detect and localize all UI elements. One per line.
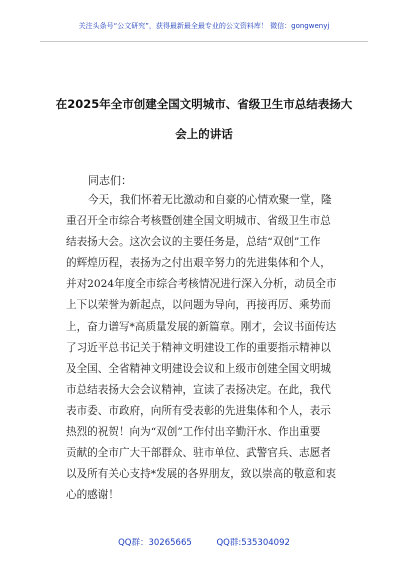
body-line: 今天，我们怀着无比激动和自豪的心情欢聚一堂，隆	[88, 194, 332, 206]
header-divider	[40, 41, 368, 42]
footer-qq-group-2: QQ群:535304092	[216, 538, 290, 548]
body-line: 及全国、全省精神文明建设会议和上级市创建全国文明城	[66, 362, 331, 375]
body-line: 表市委、市政府，向所有受表彰的先进集体和个人，表示	[66, 404, 331, 417]
body-line: 热烈的祝贺！向为“双创”工作付出辛勤汗水、作出重要	[66, 426, 321, 439]
body-line: 的辉煌历程，表扬为之付出艰辛努力的先进集体和个人，	[66, 257, 331, 270]
document-title-line-1: 在2025年全市创建全国文明城市、省级卫生市总结表扬大	[55, 97, 353, 111]
body-line: 上，奋力谱写*高质量发展的新篇章。刚才，会议书面传达	[66, 320, 337, 333]
header-notice: 关注头条号“公文研究”，获得最新最全最专业的公文资料库！ 微信：gongwenyj	[78, 22, 330, 30]
body-line: 心的感谢！	[66, 489, 119, 502]
body-line: 了习近平总书记关于精神文明建设工作的重要指示精神以	[66, 341, 331, 354]
speech-body	[66, 190, 346, 506]
body-line: 结表扬大会。这次会议的主要任务是，总结“双创”工作	[66, 236, 321, 249]
salutation: 同志们：	[88, 174, 132, 187]
footer-qq-group-1: QQ群：30265665	[118, 538, 192, 548]
document-title-line-2: 会上的讲话	[175, 127, 233, 141]
body-line: 以及所有关心支持*发展的各界朋友，致以崇高的敬意和衷	[66, 468, 337, 481]
body-line: 上下以荣誉为新起点，以问题为导向，再接再厉、乘势而	[66, 299, 331, 312]
body-line: 并对2024年度全市综合考核情况进行深入分析，动员全市	[66, 278, 337, 291]
body-line: 重召开全市综合考核暨创建全国文明城市、省级卫生市总	[66, 215, 331, 228]
body-line: 贡献的全市广大干部群众、驻市单位、武警官兵、志愿者	[66, 447, 331, 460]
body-line: 市总结表扬大会会议精神，宣读了表扬决定。在此，我代	[66, 383, 331, 396]
footer-contact	[0, 536, 408, 548]
